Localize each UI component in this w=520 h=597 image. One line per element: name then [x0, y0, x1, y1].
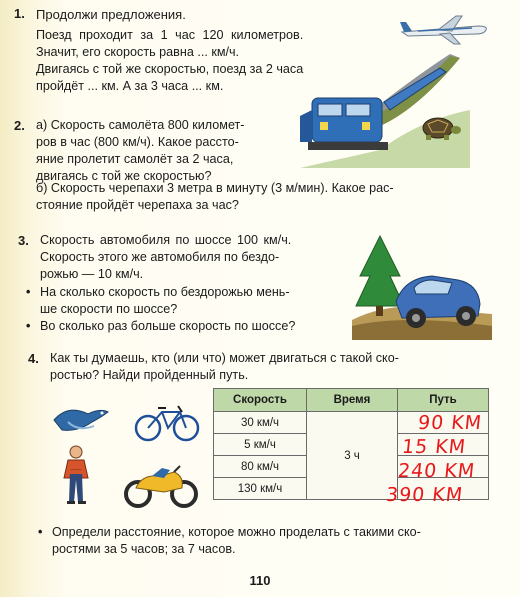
task2a-line: ров в час (800 км/ч). Какое рассто-	[36, 135, 239, 149]
header-speed: Скорость	[214, 389, 307, 412]
task1-number: 1.	[14, 6, 25, 21]
task2a-line: яние пролетит самолёт за 2 часа,	[36, 152, 234, 166]
table-header-row	[214, 389, 489, 412]
task3-bullet-line: Во сколько раз больше скорость по шоссе?	[40, 319, 296, 333]
task4-line: ростью? Найди пройденный путь.	[50, 368, 249, 382]
task4-bullet-line: ростями за 5 часов; за 7 часов.	[52, 542, 236, 556]
header-time: Время	[307, 389, 398, 412]
task3-line: Скорость этого же автомобиля по бездо-	[40, 250, 280, 264]
person-illustration	[58, 444, 94, 506]
task3-bullet-1	[26, 284, 290, 318]
turtle-illustration	[418, 112, 462, 142]
task2b-line: б) Скорость черепахи 3 метра в минуту (3 м/мин). Какое рас-	[36, 181, 394, 195]
bullet-dot-icon: •	[26, 285, 31, 299]
handwritten-answer: 90 KM	[416, 412, 484, 434]
task2a-line: двигаясь с той же скоростью?	[36, 169, 212, 183]
handwritten-answer: 390 KM	[384, 484, 465, 506]
time-cell: 3 ч	[307, 412, 398, 500]
task3-bullet-line: На сколько скорость по бездорожью мень-	[40, 285, 290, 299]
task3-bullet-line: ше скорости по шоссе?	[40, 302, 178, 316]
task1-line: Поезд проходит за 1 час 120 километров.	[36, 28, 304, 42]
car-illustration	[352, 230, 492, 340]
task1-title: Продолжи предложения.	[36, 7, 186, 22]
handwritten-answer: 240 KM	[396, 460, 477, 482]
page-number: 110	[249, 573, 271, 588]
task4-line: Как ты думаешь, кто (или что) может двигаться с такой ско-	[50, 351, 399, 365]
bullet-dot-icon: •	[26, 319, 31, 333]
task3-text	[40, 232, 291, 283]
speed-cell: 80 км/ч	[214, 456, 307, 478]
speed-cell: 5 км/ч	[214, 434, 307, 456]
bicycle-illustration	[134, 400, 200, 442]
task1-line: пройдёт ... км. А за 3 часа ... км.	[36, 79, 224, 93]
task4-bullet-line: Определи расстояние, которое можно проделать с такими ско-	[52, 525, 421, 539]
task1-line: Значит, его скорость равна ... км/ч.	[36, 45, 240, 59]
task2a-text	[36, 117, 245, 185]
task4-bullet	[38, 524, 421, 558]
motorcycle-illustration	[122, 462, 200, 510]
task3-number: 3.	[18, 233, 29, 248]
bird-illustration	[48, 402, 112, 438]
task1-line: Двигаясь с той же скоростью, поезд за 2 часа	[36, 62, 304, 76]
speed-cell: 130 км/ч	[214, 478, 307, 500]
task2-number: 2.	[14, 118, 25, 133]
bullet-dot-icon: •	[38, 525, 43, 539]
task1-text	[36, 27, 303, 95]
task3-line: рожью — 10 км/ч.	[40, 267, 144, 281]
task3-bullet-2	[26, 318, 296, 335]
task4-text	[50, 350, 399, 384]
task3-line: Скорость автомобиля по шоссе 100 км/ч.	[40, 233, 292, 247]
header-distance: Путь	[398, 389, 489, 412]
task2b-text	[36, 180, 394, 214]
airplane-illustration	[398, 12, 490, 48]
task2a-line: а) Скорость самолёта 800 километ-	[36, 118, 245, 132]
task4-number: 4.	[28, 351, 39, 366]
speed-cell: 30 км/ч	[214, 412, 307, 434]
task2b-line: стояние пройдёт черепаха за час?	[36, 198, 239, 212]
train-illustration	[300, 50, 470, 170]
handwritten-answer: 15 KM	[400, 436, 468, 458]
